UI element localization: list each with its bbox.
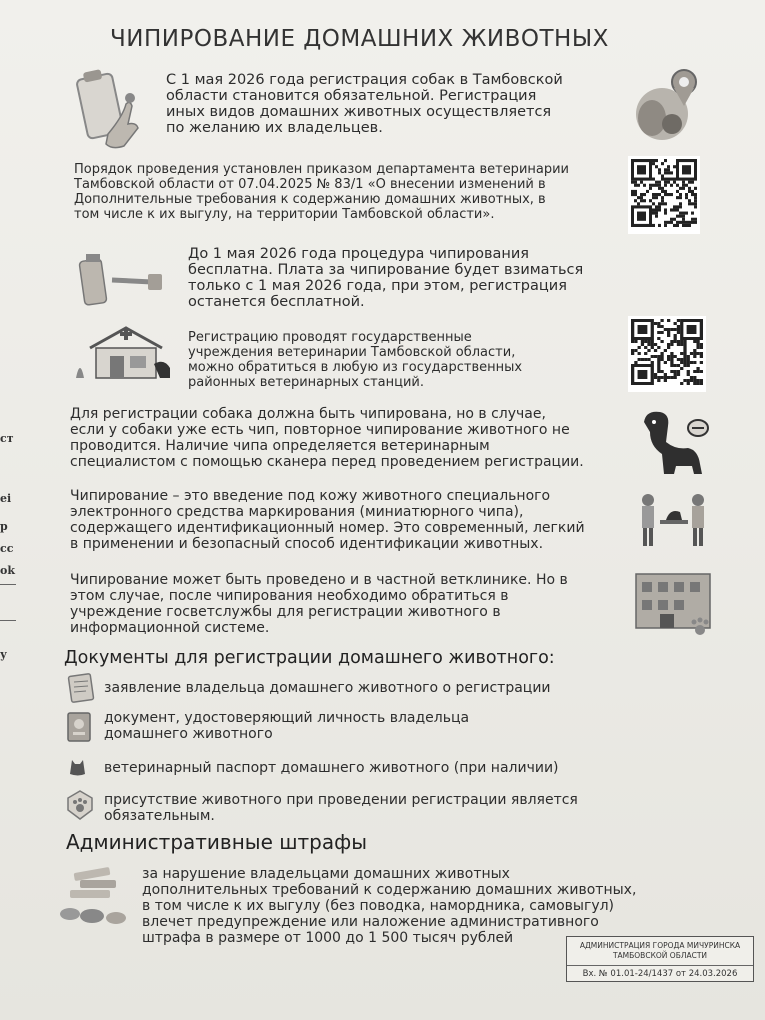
private-line: информационной системе. [70, 620, 270, 636]
definition-line: в применении и безопасный способ идентификации животных. [70, 536, 544, 552]
chip-line: если у собаки уже есть чип, повторное чипирование животного не [70, 422, 570, 438]
building-paw-icon [632, 566, 716, 642]
order-line: Тамбовской области от 07.04.2025 № 83/1 «О внесении изменений в [74, 177, 546, 192]
document-item: домашнего животного [104, 726, 273, 742]
fines-heading: Административные штрафы [66, 830, 368, 854]
dog-chip-icon [636, 402, 712, 478]
order-line: Порядок проведения установлен приказом департамента ветеринарии [74, 162, 570, 177]
document-item: заявление владельца домашнего животного о регистрации [104, 680, 551, 696]
registration-stamp [566, 936, 754, 982]
free-line: только с 1 мая 2026 года, при этом, регистрация [188, 278, 567, 294]
fines-line: за нарушение владельцами домашних животных [142, 866, 510, 882]
document-item: документ, удостоверяющий личность владельца [104, 710, 470, 726]
stamp-line: АДМИНИСТРАЦИЯ ГОРОДА МИЧУРИНСКА [579, 941, 741, 950]
definition-line: электронного средства маркирования (миниатюрного чипа), [70, 504, 524, 520]
document-item: обязательным. [104, 808, 215, 824]
chip-line: проводится. Наличие чипа определяется ветеринарным [70, 438, 490, 454]
margin-char: ei [0, 492, 12, 505]
passport-doc-icon [64, 710, 96, 744]
cat-passport-icon [64, 750, 94, 778]
institutions-line: учреждения ветеринарии Тамбовской области, [188, 345, 516, 360]
margin-char: сс [0, 542, 14, 555]
definition-line: Чипирование – это введение под кожу животного специального [70, 488, 551, 504]
intro-line: области становится обязательной. Регистрация [166, 88, 537, 104]
definition-line: содержащего идентификационный номер. Это современный, легкий [70, 520, 585, 536]
document-item: присутствие животного при проведении регистрации является [104, 792, 578, 808]
map-pin-animals-icon [626, 62, 704, 146]
institutions-line: можно обратиться в любую из государственных [188, 360, 523, 375]
margin-char: р [0, 520, 8, 533]
order-line: том числе к их выгулу, на территории Тамбовской области». [74, 207, 495, 222]
stamp-line: ТАМБОВСКОЙ ОБЛАСТИ [612, 951, 708, 960]
qr-code-icon[interactable] [628, 156, 700, 234]
chip-line: специалистом с помощью сканера перед проведением регистрации. [70, 454, 584, 470]
document-item: ветеринарный паспорт домашнего животного (при наличии) [104, 760, 559, 776]
margin-char: ok [0, 564, 15, 577]
institutions-line: районных ветеринарных станций. [188, 375, 425, 390]
free-line: бесплатна. Плата за чипирование будет взиматься [188, 262, 584, 278]
money-fine-icon [56, 866, 132, 936]
institutions-line: Регистрацию проводят государственные [188, 330, 472, 345]
qr-code-icon[interactable] [628, 316, 706, 392]
fines-line: в том числе к их выгулу (без поводка, намордника, самовыгул) [142, 898, 615, 914]
clipboard-hand-icon [68, 64, 148, 152]
private-line: Чипирование может быть проведено и в частной ветклинике. Но в [70, 572, 568, 588]
vet-people-icon [634, 490, 714, 550]
left-margin-fragment [0, 380, 18, 680]
application-doc-icon [66, 672, 98, 704]
chip-line: Для регистрации собака должна быть чипирована, но в случае, [70, 406, 546, 422]
intro-line: С 1 мая 2026 года регистрация собак в Тамбовской [166, 72, 563, 88]
free-line: До 1 мая 2026 года процедура чипирования [188, 246, 529, 262]
margin-char: у [0, 648, 8, 661]
margin-char: ст [0, 432, 14, 445]
order-line: Дополнительные требования к содержанию домашних животных, в [74, 192, 546, 207]
fines-line: дополнительных требований к содержанию домашних животных, [142, 882, 637, 898]
free-line: останется бесплатной. [188, 294, 365, 310]
private-line: учреждение госветслужбы для регистрации животного в [70, 604, 501, 620]
documents-heading: Документы для регистрации домашнего животного: [64, 648, 555, 668]
stamp-line: Вх. № 01.01-24/1437 от 24.03.2026 [567, 965, 753, 979]
page-title: ЧИПИРОВАНИЕ ДОМАШНИХ ЖИВОТНЫХ [110, 26, 609, 52]
fines-line: влечет предупреждение или наложение административного [142, 914, 599, 930]
private-line: этом случае, после чипирования необходимо обратиться в [70, 588, 509, 604]
intro-line: по желанию их владельцев. [166, 120, 383, 136]
paw-badge-icon [64, 788, 96, 822]
fines-line: штрафа в размере от 1000 до 1 500 тысяч рублей [142, 930, 514, 946]
syringe-chip-icon [76, 252, 168, 308]
vet-clinic-icon [70, 318, 178, 384]
intro-line: иных видов домашних животных осуществляется [166, 104, 552, 120]
